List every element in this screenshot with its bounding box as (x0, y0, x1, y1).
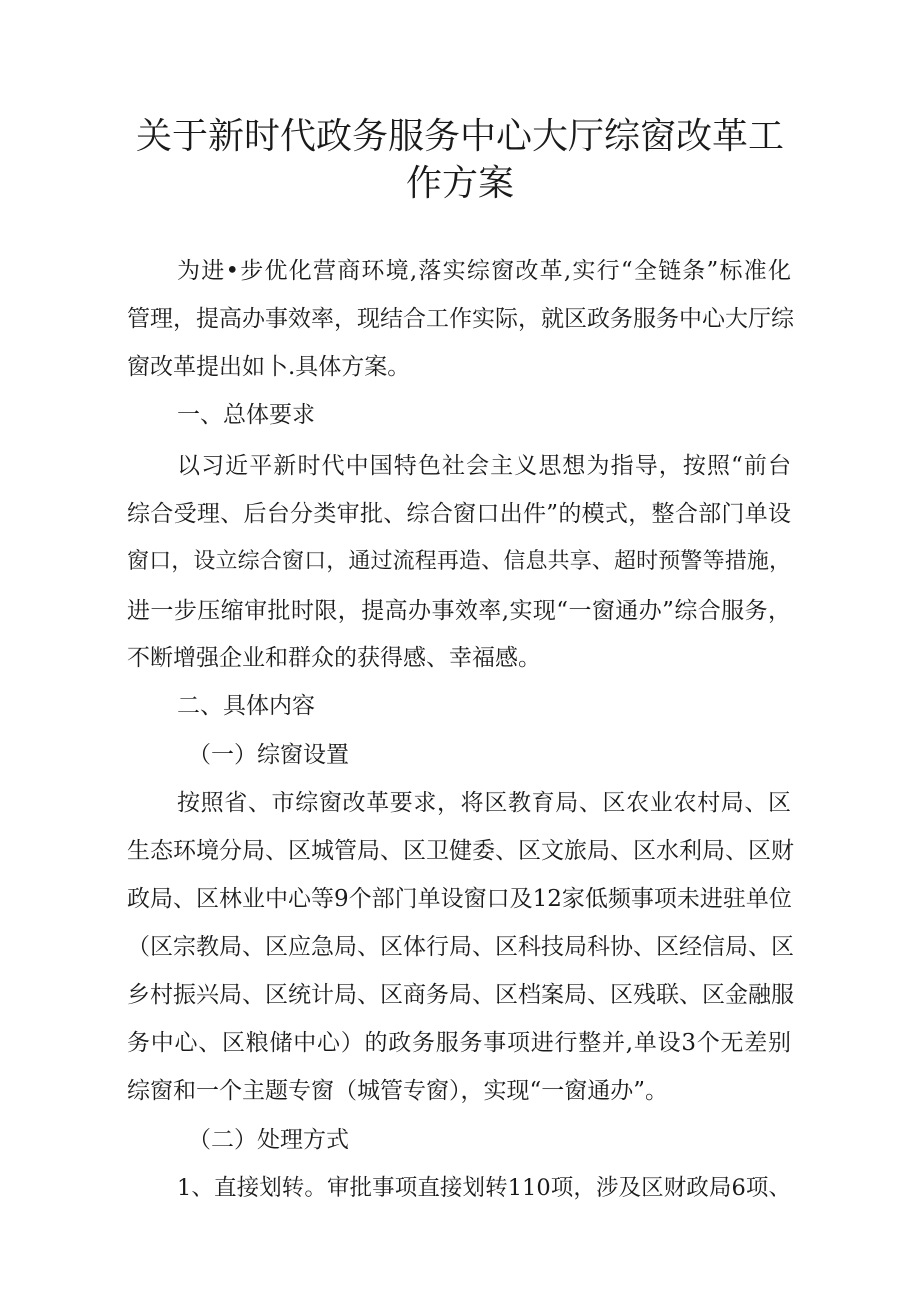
subsection-1-line-5: 乡村振兴局、区统计局、区商务局、区档案局、区残联、区金融服 (127, 982, 794, 1008)
section-1-line-4: 进一步压缩审批时限，提高办事效率,实现“一窗通办”综合服务， (127, 598, 791, 624)
subsection-1-line-7: 综窗和一个主题专窗（城管专窗），实现“一窗通办”。 (127, 1078, 669, 1104)
section-1-heading: 一、总体要求 (177, 402, 315, 428)
section-2-heading: 二、具体内容 (177, 693, 315, 719)
intro-line-3: 窗改革提出如卜.具体方案。 (127, 354, 411, 380)
subsection-1-line-6: 务中心、区粮储中心）的政务服务事项进行整并,单设3个无差别 (127, 1030, 791, 1056)
subsection-1-line-3: 政局、区林业中心等9个部门单设窗口及12家低频事项未进驻单位 (127, 886, 792, 912)
subsection-1-line-4: （区宗教局、区应急局、区体行局、区科技局科协、区经信局、区 (127, 934, 794, 960)
section-1-line-2: 综合受理、后台分类审批、综合窗口出件”的模式，整合部门单设 (127, 501, 791, 527)
subsection-1-line-2: 生态环境分局、区城管局、区卫健委、区文旅局、区水利局、区财 (127, 838, 794, 864)
section-1-line-1: 以习近平新时代中国特色社会主义思想为指导，按照“前台 (177, 453, 791, 479)
subsection-1-heading: （一）综窗设置 (188, 742, 349, 768)
document-title-line-2: 作方案 (405, 163, 514, 204)
subsection-1-line-1: 按照省、市综窗改革要求，将区教育局、区农业农村局、区 (177, 790, 791, 816)
document-title-line-1: 关于新时代政务服务中心大厅综窗改革工 (135, 116, 784, 157)
section-1-line-5: 不断增强企业和群众的获得感、幸福感。 (127, 645, 541, 671)
intro-line-1: 为进•步优化营商环境,落实综窗改革,实行“全链条”标准化 (177, 258, 791, 284)
item-1-line: 1、直接划转。审批事项直接划转110项，涉及区财政局6项、 (177, 1175, 791, 1201)
subsection-2-heading: （二）处理方式 (188, 1127, 349, 1153)
intro-line-2: 管理，提高办事效率，现结合工作实际，就区政务服务中心大厅综 (127, 306, 794, 332)
section-1-line-3: 窗口，设立综合窗口，通过流程再造、信息共享、超时预警等措施， (127, 549, 791, 574)
